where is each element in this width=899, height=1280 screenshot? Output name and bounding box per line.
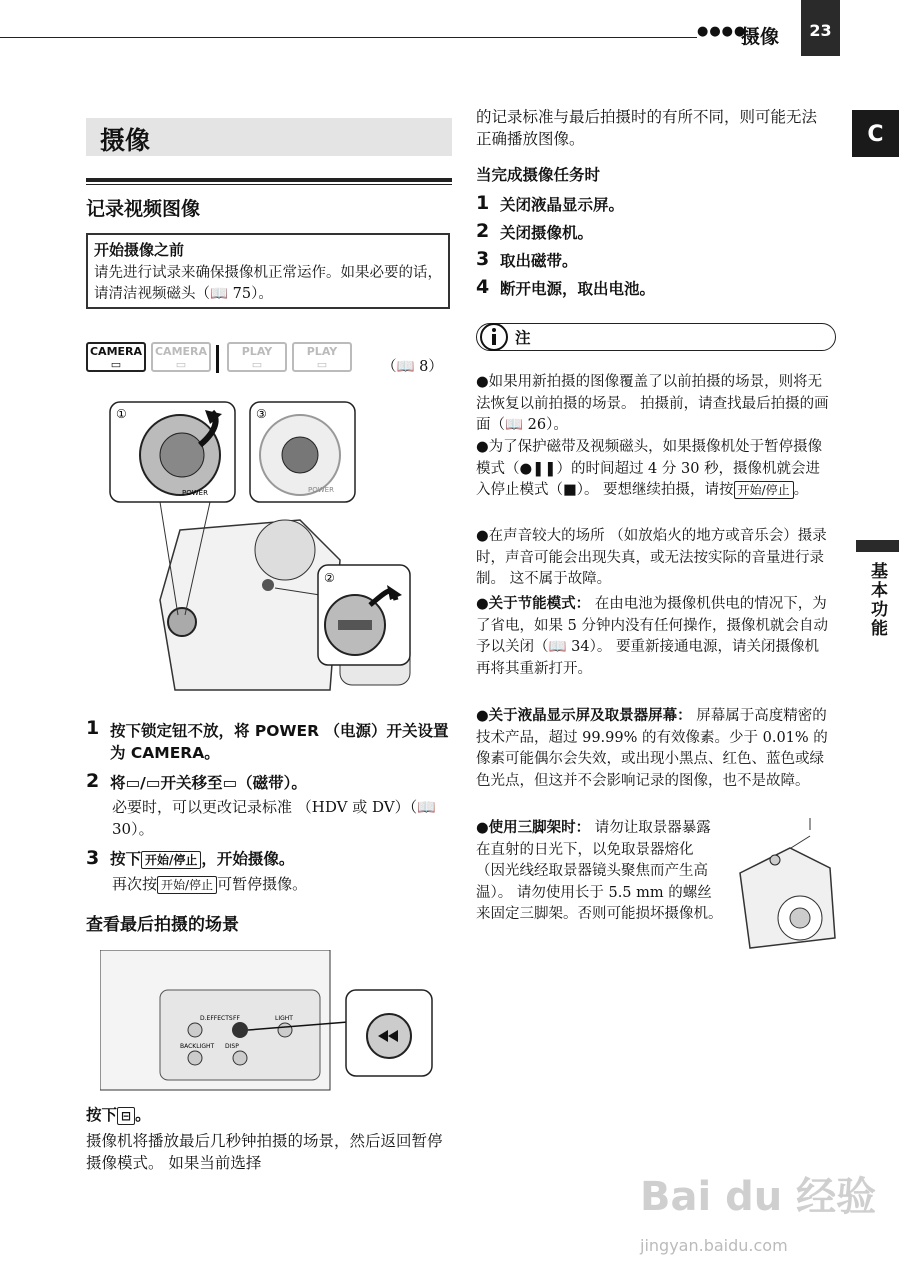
note-3-text: 在声音较大的场所 （如放焰火的地方或音乐会）摄录时，声音可能会出现失真，或无法按实际的音量进行录制。 这不属于故障。 (476, 528, 827, 587)
step-3-detail (112, 873, 452, 895)
baidu-watermark: Bai du 经验 (640, 1174, 877, 1220)
disp-label: DISP (225, 1043, 239, 1050)
ff-label: FF (233, 1015, 240, 1022)
section-tab-bar (856, 540, 899, 552)
mode-label: CAMERA (154, 345, 208, 358)
before-recording-title: 开始摄像之前 (94, 241, 185, 259)
before-recording-body: 请先进行试录来确保摄像机正常运作。如果必要的话，请清洁视频磁头（📖 75）。 (94, 265, 442, 302)
review-title: 查看最后拍摄的场景 (86, 915, 239, 935)
finish-step-2-text: 关闭摄像机。 (500, 224, 594, 242)
step-3-detail-post: 可暂停摄像。 (217, 875, 308, 893)
mode-camera-tape (86, 342, 146, 372)
note-label: 注 (515, 329, 531, 347)
callout-1: ① (116, 407, 127, 421)
note-4: ●关于节能模式： 在由电池为摄像机供电的情况下，为了省电，如果 5 分钟内没有任何操作，摄像机就会自动予以关闭（📖 34）。 要重新接通电源，请关闭摄像机再将其重新打开。 (476, 596, 828, 677)
finish-step-3-text: 取出磁带。 (500, 252, 578, 270)
card-icon: ▭ (175, 358, 187, 371)
mode-camera-card (151, 342, 211, 372)
page-number: 23 (801, 0, 840, 56)
step-3-post: ，开始摄像。 (201, 850, 295, 868)
header-dots: ●●●● (697, 24, 747, 39)
step-3-detail-pre: 再次按 (112, 875, 158, 893)
mode-label: PLAY (306, 345, 338, 358)
note-3: ●在声音较大的场所 （如放焰火的地方或音乐会）摄录时，声音可能会出现失真，或无法按实际的音量进行录制。 这不属于故障。 (476, 528, 827, 587)
note-5-text: 屏幕属于高度精密的技术产品，超过 99.99% 的有效像素。少于 0.01% 的像素可能偶尔会失效，或出现小黑点、红色、蓝色或绿色光点，但这并不会影响记录的图像，也不是故障。 (476, 708, 828, 789)
callout-3: ③ (256, 407, 267, 421)
finish-step-1-number: 1 (476, 192, 490, 214)
finish-title: 当完成摄像任务时 (476, 166, 601, 184)
finish-step-2-number: 2 (476, 220, 490, 242)
review-button-icon: ⊟ (117, 1107, 135, 1125)
finish-step-4-text: 断开电源，取出电池。 (500, 280, 656, 298)
finish-step-4-number: 4 (476, 276, 490, 298)
step-2-text: 将▭/▭开关移至▭（磁带）。 (110, 774, 307, 792)
language-tab: C (852, 110, 899, 157)
start-stop-key: 开始/停止 (734, 481, 794, 499)
review-body: 摄像机将播放最后几秒钟拍摄的场景，然后返回暂停摄像模式。 如果当前选择 (86, 1132, 443, 1172)
light-label: LIGHT (275, 1015, 293, 1022)
start-stop-key: 开始/停止 (157, 876, 217, 894)
camcorder-power-diagram (100, 400, 460, 700)
title-rule (86, 178, 452, 182)
title-rule-thin (86, 184, 452, 185)
finish-step-3-number: 3 (476, 248, 490, 270)
mode-play-card (292, 342, 352, 372)
step-2-detail: 必要时，可以更改记录标准 （HDV 或 DV）（📖 30）。 (112, 798, 436, 838)
note-2: ●为了保护磁带及视频磁头，如果摄像机处于暂停摄像模式（●❚❚）的时间超过 4 分 30 秒，摄像机就会进入停止模式（■）。 要想继续拍摄，请按 开始/停止 。 (476, 439, 823, 498)
note-1: ●如果用新拍摄的图像覆盖了以前拍摄的场景，则将无法恢复以前拍摄的场景。 拍摄前，请查找最后拍摄的画面（📖 26）。 (476, 374, 829, 433)
power-label: POWER (182, 489, 208, 497)
note-5: ●关于液晶显示屏及取景器屏幕： 屏幕属于高度精密的技术产品，超过 99.99% 的有效像素。少于 0.01% 的像素可能偶尔会失效，或出现小黑点、红色、蓝色或绿色光点，但这并不会影响记录的图像，也不是故障。 (476, 708, 828, 789)
deffects-label: D.EFFECTS (200, 1015, 233, 1022)
tripod-mount-diagram (730, 818, 840, 958)
info-icon (478, 321, 510, 353)
review-press (86, 1104, 151, 1126)
power-label-dim: POWER (308, 486, 334, 494)
note-6-text: 请勿让取景器暴露在直射的日光下，以免取景器熔化 （因光线经取景器镜头聚焦而产生高温）。 请勿使用长于 5.5 mm 的螺丝来固定三脚架。否则可能损坏摄像机。 (476, 820, 723, 922)
step-1-text: 按下锁定钮不放，将 POWER （电源）开关设置为 CAMERA。 (110, 722, 449, 762)
step-1-number: 1 (86, 717, 100, 739)
review-button-diagram (100, 950, 440, 1095)
continued-text: 的记录标准与最后拍摄时的有所不同，则可能无法正确播放图像。 (476, 108, 818, 148)
note-1-text: 如果用新拍摄的图像覆盖了以前拍摄的场景，则将无法恢复以前拍摄的场景。 拍摄前，请查找最后拍摄的画面（📖 26）。 (476, 374, 829, 433)
finish-step-1-text: 关闭液晶显示屏。 (500, 196, 625, 214)
start-stop-key: 开始/停止 (141, 851, 201, 869)
note-5-bold: 关于液晶显示屏及取景器屏幕： (488, 708, 692, 724)
note-4-bold: 关于节能模式： (488, 596, 591, 612)
callout-2: ② (324, 571, 335, 585)
note-2-post: 。 (793, 482, 809, 498)
review-press-pre: 按下 (86, 1106, 118, 1124)
review-press-post: 。 (135, 1106, 151, 1124)
section-tab-label: 基本功能 (867, 562, 887, 638)
step-2-number: 2 (86, 770, 100, 792)
section-title: 记录视频图像 (86, 198, 201, 220)
mode-label: CAMERA (89, 345, 143, 358)
tape-icon: ▭ (110, 358, 122, 371)
page-title: 摄像 (100, 126, 151, 155)
baidu-watermark-url: jingyan.baidu.com (640, 1236, 788, 1255)
step-3-number: 3 (86, 847, 100, 869)
note-6-bold: 使用三脚架时： (488, 820, 591, 836)
mode-separator (216, 345, 219, 373)
tape-icon: ▭ (251, 358, 263, 371)
note-4-text: 在由电池为摄像机供电的情况下，为了省电，如果 5 分钟内没有任何操作，摄像机就会自动予以关闭（📖 34）。 要重新接通电源，请关闭摄像机再将其重新打开。 (476, 596, 828, 677)
mode-page-ref: （📖 8） (382, 359, 443, 375)
step-3-text (110, 848, 450, 870)
header-rule (0, 37, 697, 38)
header-title: 摄像 (741, 26, 780, 48)
note-6: ●使用三脚架时： 请勿让取景器暴露在直射的日光下，以免取景器熔化 （因光线经取景器镜头聚焦而产生高温）。 请勿使用长于 5.5 mm 的螺丝来固定三脚架。否则可能损坏摄像机。 (476, 820, 723, 922)
step-3-pre: 按下 (110, 850, 142, 868)
mode-play-tape (227, 342, 287, 372)
backlight-label: BACKLIGHT (180, 1043, 215, 1050)
note-2-text: 为了保护磁带及视频磁头，如果摄像机处于暂停摄像模式（●❚❚）的时间超过 4 分 30 秒，摄像机就会进入停止模式（■）。 要想继续拍摄，请按 (476, 439, 823, 498)
card-icon: ▭ (316, 358, 328, 371)
mode-label: PLAY (241, 345, 273, 358)
